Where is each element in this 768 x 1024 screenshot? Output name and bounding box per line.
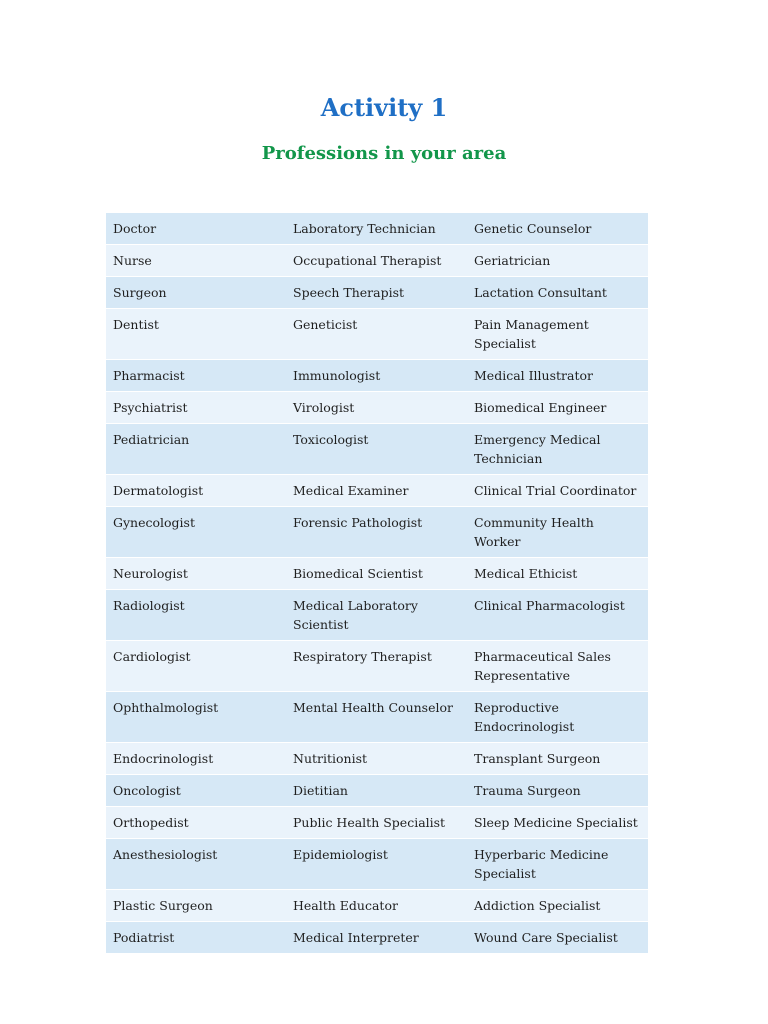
table-row <box>106 424 648 475</box>
page-title: Activity 1 <box>320 93 448 122</box>
table-cell: Biomedical Scientist <box>286 558 467 590</box>
table-row <box>106 641 648 692</box>
table-row <box>106 743 648 775</box>
table-row <box>106 213 648 245</box>
table-cell: Clinical Pharmacologist <box>467 590 648 641</box>
table-cell: Nurse <box>106 245 286 277</box>
table-row <box>106 590 648 641</box>
table-row <box>106 245 648 277</box>
table-cell: Geriatrician <box>467 245 648 277</box>
table-cell: Sleep Medicine Specialist <box>467 807 648 839</box>
table-cell: Dietitian <box>286 775 467 807</box>
table-cell: Medical Examiner <box>286 475 467 507</box>
professions-table-body <box>106 213 648 954</box>
table-cell: Dentist <box>106 309 286 360</box>
table-cell: Hyperbaric Medicine Specialist <box>467 839 648 890</box>
professions-table <box>106 213 648 954</box>
table-cell: Mental Health Counselor <box>286 692 467 743</box>
table-cell: Radiologist <box>106 590 286 641</box>
table-cell: Reproductive Endocrinologist <box>467 692 648 743</box>
table-cell: Lactation Consultant <box>467 277 648 309</box>
table-cell: Community Health Worker <box>467 507 648 558</box>
table-cell: Clinical Trial Coordinator <box>467 475 648 507</box>
table-cell: Addiction Specialist <box>467 890 648 922</box>
table-cell: Epidemiologist <box>286 839 467 890</box>
table-row <box>106 807 648 839</box>
table-cell: Toxicologist <box>286 424 467 475</box>
table-cell: Trauma Surgeon <box>467 775 648 807</box>
table-cell: Transplant Surgeon <box>467 743 648 775</box>
table-cell: Gynecologist <box>106 507 286 558</box>
table-cell: Immunologist <box>286 360 467 392</box>
table-row <box>106 839 648 890</box>
table-cell: Pharmaceutical Sales Representative <box>467 641 648 692</box>
table-cell: Doctor <box>106 213 286 245</box>
table-cell: Psychiatrist <box>106 392 286 424</box>
table-cell: Anesthesiologist <box>106 839 286 890</box>
table-cell: Wound Care Specialist <box>467 922 648 954</box>
table-cell: Neurologist <box>106 558 286 590</box>
table-cell: Podiatrist <box>106 922 286 954</box>
table-row <box>106 309 648 360</box>
table-cell: Speech Therapist <box>286 277 467 309</box>
table-row <box>106 475 648 507</box>
table-row <box>106 360 648 392</box>
table-row <box>106 507 648 558</box>
table-cell: Emergency Medical Technician <box>467 424 648 475</box>
table-row <box>106 890 648 922</box>
table-cell: Biomedical Engineer <box>467 392 648 424</box>
table-cell: Endocrinologist <box>106 743 286 775</box>
table-row <box>106 922 648 954</box>
table-cell: Medical Illustrator <box>467 360 648 392</box>
table-cell: Pediatrician <box>106 424 286 475</box>
table-cell: Respiratory Therapist <box>286 641 467 692</box>
table-cell: Ophthalmologist <box>106 692 286 743</box>
table-cell: Public Health Specialist <box>286 807 467 839</box>
table-cell: Virologist <box>286 392 467 424</box>
table-cell: Health Educator <box>286 890 467 922</box>
table-cell: Orthopedist <box>106 807 286 839</box>
table-cell: Pain Management Specialist <box>467 309 648 360</box>
table-cell: Medical Laboratory Scientist <box>286 590 467 641</box>
table-row <box>106 692 648 743</box>
table-cell: Plastic Surgeon <box>106 890 286 922</box>
table-row <box>106 558 648 590</box>
table-cell: Laboratory Technician <box>286 213 467 245</box>
table-cell: Occupational Therapist <box>286 245 467 277</box>
table-cell: Forensic Pathologist <box>286 507 467 558</box>
table-cell: Nutritionist <box>286 743 467 775</box>
table-cell: Pharmacist <box>106 360 286 392</box>
table-row <box>106 392 648 424</box>
table-cell: Cardiologist <box>106 641 286 692</box>
table-row <box>106 775 648 807</box>
table-cell: Oncologist <box>106 775 286 807</box>
table-cell: Genetic Counselor <box>467 213 648 245</box>
table-cell: Geneticist <box>286 309 467 360</box>
table-row <box>106 277 648 309</box>
table-cell: Surgeon <box>106 277 286 309</box>
table-cell: Medical Interpreter <box>286 922 467 954</box>
table-cell: Medical Ethicist <box>467 558 648 590</box>
page-subtitle: Professions in your area <box>261 143 507 164</box>
table-cell: Dermatologist <box>106 475 286 507</box>
